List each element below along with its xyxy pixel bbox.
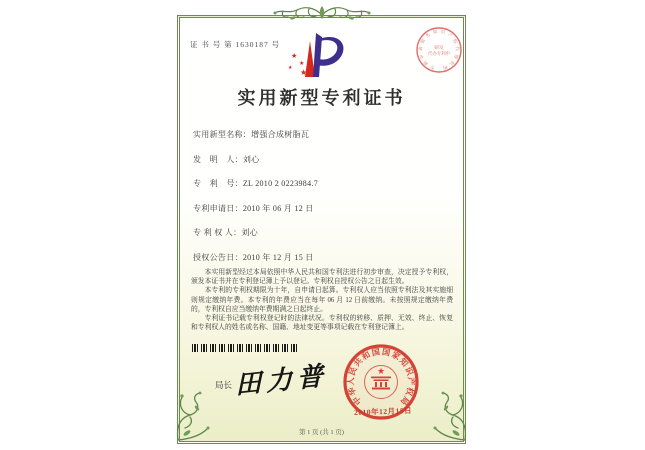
svg-text:产: 产 (406, 377, 416, 386)
svg-text:知: 知 (432, 29, 438, 35)
certificate-body-text (191, 268, 453, 332)
svg-text:权: 权 (452, 38, 459, 45)
field-inventor: 发 明 人：刘心 (193, 155, 260, 164)
svg-text:请: 请 (417, 46, 424, 52)
page-footer: 第 1 页 (共 1 页) (299, 429, 344, 436)
star-icon: ★ (299, 61, 305, 67)
svg-text:专: 专 (429, 64, 436, 71)
body-paragraph: 本专利的专利权期限为十年，自申请日起算。专利权人应当依照专利法及其实施细则规定缴纳年费。本专利的年费应当在每年 06 月 12 日前缴纳。未按照规定缴纳年费的，专利权自应当缴纳年费期满之日起终止。 (191, 287, 453, 313)
commissioner-label: 局长 (215, 380, 233, 390)
body-paragraph: 本实用新型经过本局依照中华人民共和国专利法进行初步审查，决定授予专利权，颁发本证书并在专利登记簿上予以登记。专利权自授权公告之日起生效。 (191, 269, 453, 286)
svg-text:权: 权 (403, 386, 416, 397)
svg-text:构: 构 (442, 64, 449, 71)
svg-text:服: 服 (419, 38, 426, 45)
field-patent-number: 专 利 号：ZL 2010 2 0223984.7 (193, 179, 318, 188)
svg-text:务: 务 (424, 31, 432, 39)
svg-text:理: 理 (453, 53, 460, 60)
body-paragraph: 专利证书记载专利权登记时的法律状况。专利权的转移、质押、无效、终止、恢复和专利权人的姓名或名称、国籍、地址变更等事项记载在专利登记簿上。 (191, 315, 453, 332)
top-border-ornament-icon (267, 2, 377, 28)
star-icon: ★ (291, 52, 298, 60)
star-icon: ★ (309, 67, 314, 72)
star-icon: ★ (288, 66, 293, 71)
field-utility-model-name: 实用新型名称：增强合成树脂瓦 (193, 130, 310, 139)
certificate-number: 证 书 号 第 1630187 号 (190, 40, 281, 49)
svg-text:代: 代 (454, 46, 461, 52)
svg-text:识: 识 (403, 365, 415, 377)
emblem-star-icon: ★ (376, 366, 386, 376)
svg-text:中: 中 (351, 394, 364, 407)
svg-text:民: 民 (347, 365, 359, 377)
field-grant-date: 授权公告日：2010 年 12 月 15 日 (193, 253, 314, 262)
svg-text:和: 和 (360, 349, 372, 362)
patent-certificate (177, 15, 466, 444)
svg-text:共: 共 (352, 356, 365, 369)
svg-text:申: 申 (418, 53, 425, 60)
field-patentee: 专 利 权 人：刘心 (193, 228, 259, 237)
barcode (192, 344, 297, 352)
field-filing-date: 专利申请日：2010 年 06 月 12 日 (193, 204, 314, 213)
svg-text:利: 利 (422, 59, 430, 67)
svg-text:华: 华 (346, 386, 359, 397)
svg-text:国: 国 (381, 347, 391, 358)
stamp-center-text: 研发 (434, 46, 444, 51)
commissioner-signature: 田力普 (234, 361, 329, 400)
agency-watermark-stamp-icon (414, 25, 464, 75)
svg-text:家: 家 (390, 349, 402, 362)
svg-text:产: 产 (446, 31, 454, 39)
certificate-title: 实用新型专利证书 (237, 88, 406, 108)
svg-text:机: 机 (448, 59, 456, 67)
stamp-center-text: 代办专利申 (428, 51, 450, 56)
svg-text:知: 知 (397, 356, 410, 369)
svg-text:人: 人 (346, 377, 356, 386)
star-icon: ★ (300, 68, 308, 77)
svg-text:局: 局 (398, 394, 411, 407)
svg-text:国: 国 (371, 347, 381, 358)
svg-text:识: 识 (440, 29, 446, 35)
sipo-logo-icon (285, 30, 349, 80)
seal-date: 2010年12月15日 (353, 405, 413, 418)
